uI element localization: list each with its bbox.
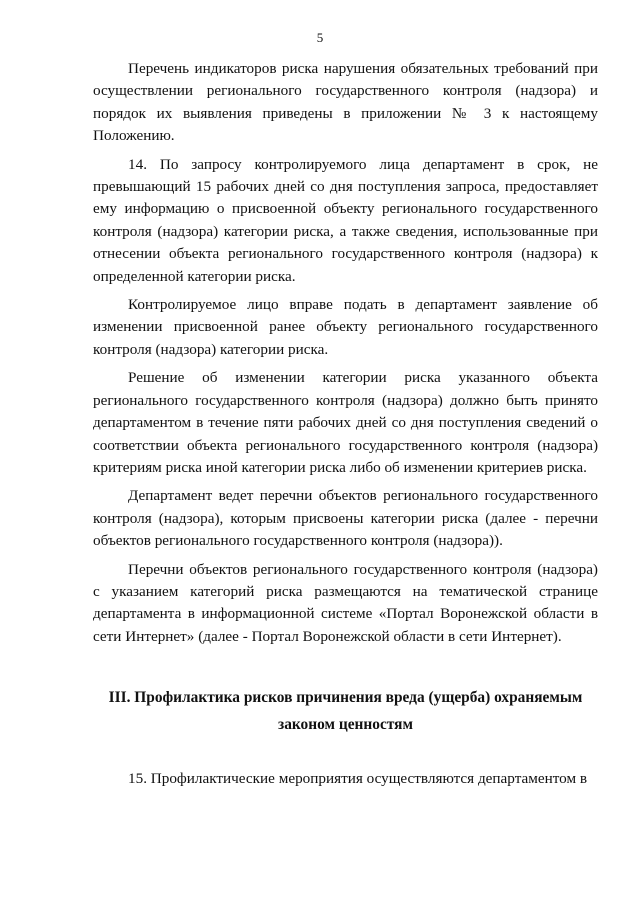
paragraph-decision: Решение об изменении категории риска указанного объекта регионального государственного контроля (надзора) должно быть принято департаментом в течение пяти рабочих дней со дня поступления сведений о соответствии объекта регионального государственного контроля (надзора) критериям риска иной категории риска либо об изменении критериев риска. (93, 369, 598, 476)
page-number: 5 (316, 30, 324, 45)
paragraph-change-request: Контролируемое лицо вправе подать в департамент заявление об изменении присвоенной ранее объекту регионального государственного контроля (надзора) категории риска. (93, 296, 598, 358)
paragraph-portal-publication: Перечни объектов регионального государственного контроля (надзора) с указанием категорий риска размещаются на тематической странице департамента в информационной системе «Портал Воронежской области в сети Интернет» (далее - Портал Воронежской области в сети Интернет). (93, 560, 598, 645)
document-body (93, 58, 598, 797)
paragraph-item-15: 15. Профилактические мероприятия осуществляются департаментом в (128, 770, 588, 788)
paragraph-object-lists: Департамент ведет перечни объектов регионального государственного контроля (надзора), которым присвоены категории риска (далее - перечни объектов регионального государственного контроля (надзора)). (93, 487, 598, 550)
paragraph-item-14: 14. По запросу контролируемого лица департамент в срок, не превышающий 15 рабочих дней со дня поступления запроса, предоставляет ему информацию о присвоенной объекту регионального государственного контроля (надзора) категории риска, а также сведения, использованные при отнесении объекта регионального государственного контроля (надзора) к определенной категории риска. (93, 155, 598, 285)
section-heading: III. Профилактика рисков причинения вреда (ущерба) охраняемым законом ценностям (108, 689, 583, 734)
paragraph-risk-indicators: Перечень индикаторов риска нарушения обязательных требований при осуществлении регионального государственного контроля (надзора) и порядок их выявления приведены в приложении № 3 к настоящему Положению. (93, 60, 598, 145)
